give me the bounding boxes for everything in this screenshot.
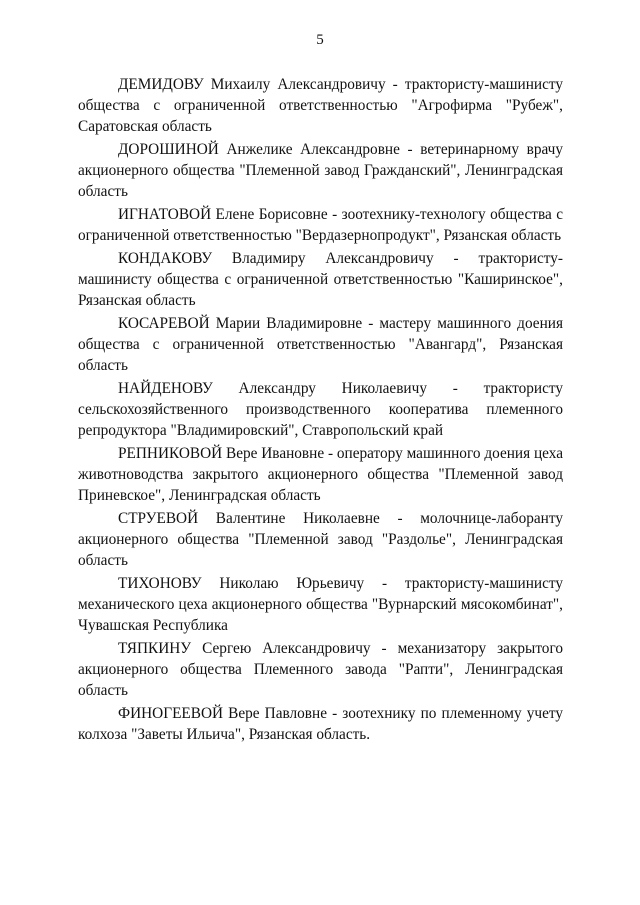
list-item: НАЙДЕНОВУ Александру Николаевичу - трактористу сельскохозяйственного производственного кооператива племенного репродуктора "Владимировский", Ставропольский край bbox=[78, 380, 563, 439]
award-list bbox=[78, 74, 563, 747]
list-item: ИГНАТОВОЙ Елене Борисовне - зоотехнику-технологу общества с ограниченной ответственностью "Вердазернопродукт", Рязанская область bbox=[78, 206, 563, 244]
list-item: СТРУЕВОЙ Валентине Николаевне - молочнице-лаборанту акционерного общества "Племенной завод "Раздолье", Ленинградская область bbox=[78, 510, 563, 569]
list-item: ФИНОГЕЕВОЙ Вере Павловне - зоотехнику по племенному учету колхоза "Заветы Ильича", Рязанская область. bbox=[78, 705, 563, 743]
list-item: ДЕМИДОВУ Михаилу Александровичу - трактористу-машинисту общества с ограниченной ответственностью "Агрофирма "Рубеж", Саратовская область bbox=[78, 76, 563, 135]
list-item: РЕПНИКОВОЙ Вере Ивановне - оператору машинного доения цеха животноводства закрытого акционерного общества "Племенной завод Приневское", Ленинградская область bbox=[78, 445, 563, 504]
list-item: ДОРОШИНОЙ Анжелике Александровне - ветеринарному врачу акционерного общества "Племенной завод Гражданский", Ленинградская область bbox=[78, 141, 563, 200]
page-number: 5 bbox=[316, 32, 324, 48]
list-item: КОНДАКОВУ Владимиру Александровичу - трактористу-машинисту общества с ограниченной ответственностью "Каширинское", Рязанская область bbox=[78, 250, 563, 309]
list-item: КОСАРЕВОЙ Марии Владимировне - мастеру машинного доения общества с ограниченной ответственностью "Авангард", Рязанская область bbox=[78, 315, 563, 374]
list-item: ТИХОНОВУ Николаю Юрьевичу - трактористу-машинисту механического цеха акционерного общества "Вурнарский мясокомбинат", Чувашская Республика bbox=[78, 575, 563, 634]
list-item: ТЯПКИНУ Сергею Александровичу - механизатору закрытого акционерного общества Племенного завода "Рапти", Ленинградская область bbox=[78, 640, 563, 699]
